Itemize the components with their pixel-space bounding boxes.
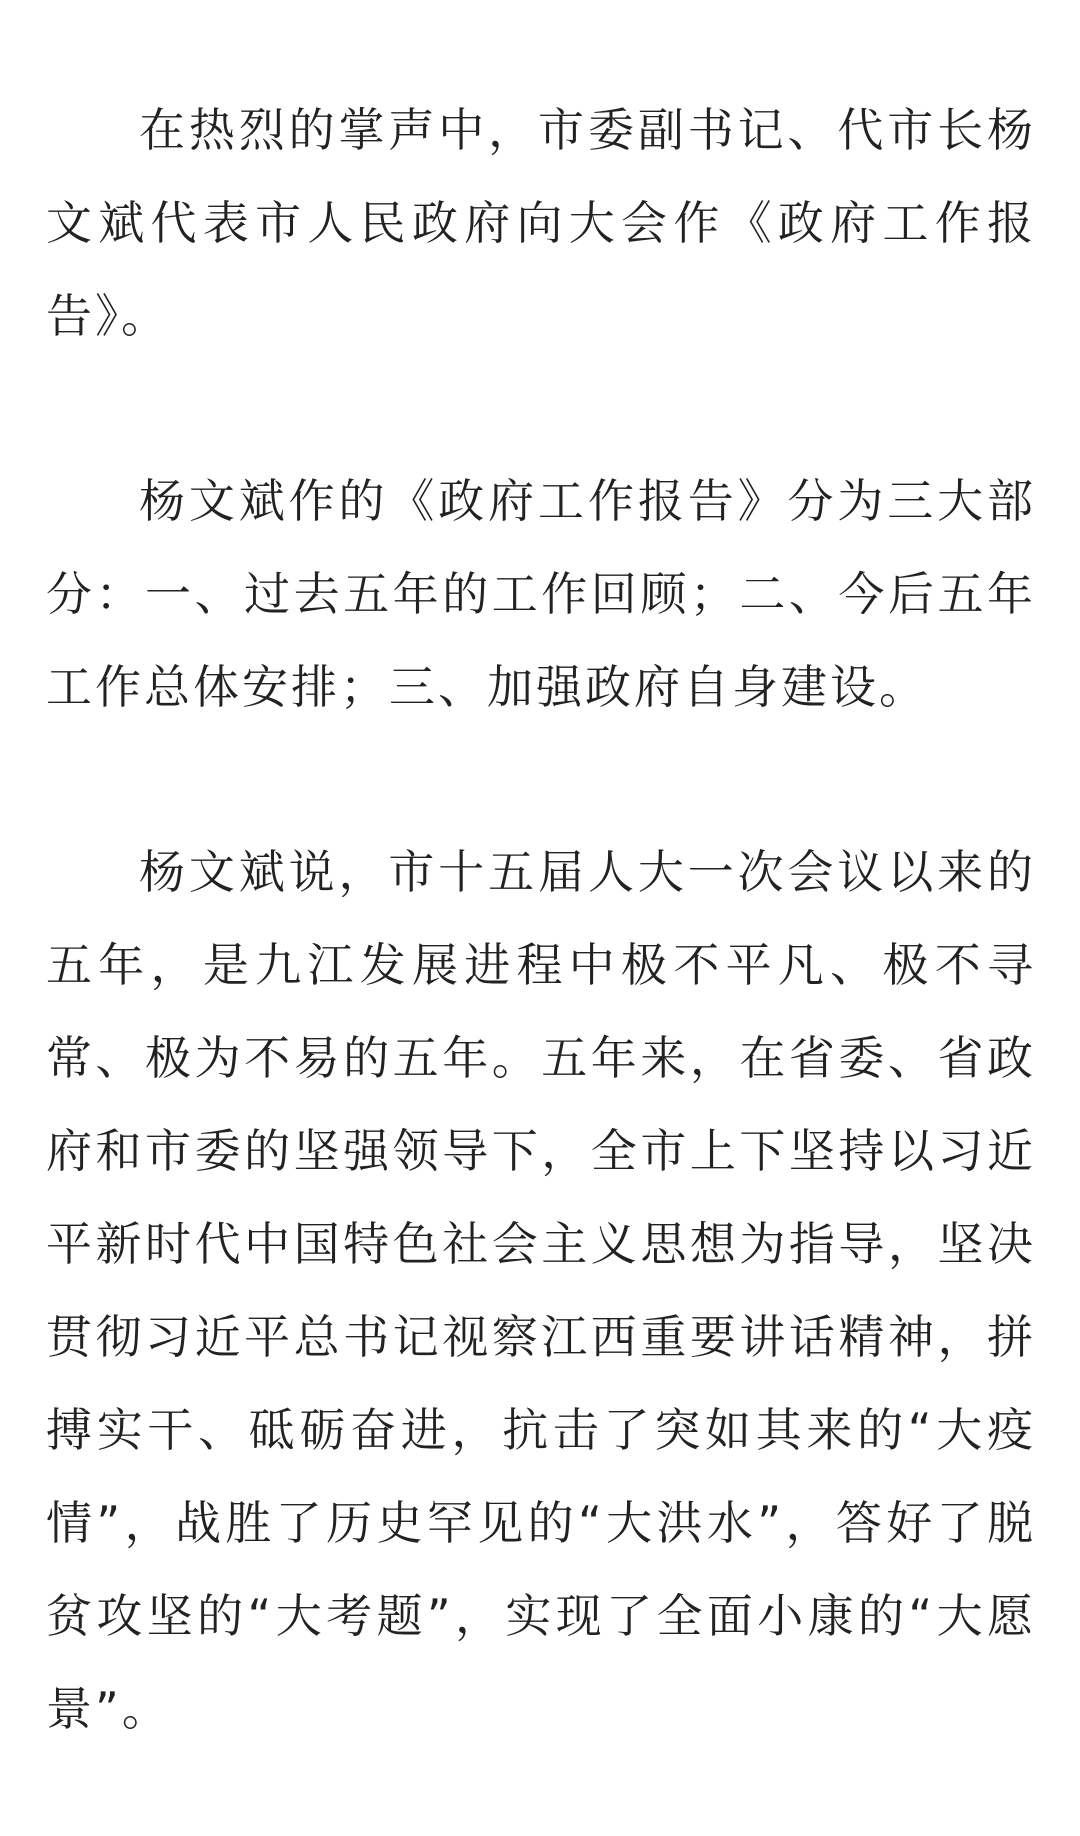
paragraph-1: 在热烈的掌声中，市委副书记、代市长杨文斌代表市人民政府向大会作《政府工作报告》。 <box>46 103 1036 343</box>
paragraph-2: 杨文斌作的《政府工作报告》分为三大部分：一、过去五年的工作回顾；二、今后五年工作总体安排；三、加强政府自身建设。 <box>46 474 1036 714</box>
article-body <box>46 84 1036 1756</box>
paragraph-3: 杨文斌说，市十五届人大一次会议以来的五年，是九江发展进程中极不平凡、极不寻常、极为不易的五年。五年来，在省委、省政府和市委的坚强领导下，全市上下坚持以习近平新时代中国特色社会主义思想为指导，坚决贯彻习近平总书记视察江西重要讲话精神，拼搏实干、砥砺奋进，抗击了突如其来的“大疫情”，战胜了历史罕见的“大洪水”，答好了脱贫攻坚的“大考题”，实现了全面小康的“大愿景”。 <box>46 845 1036 1736</box>
